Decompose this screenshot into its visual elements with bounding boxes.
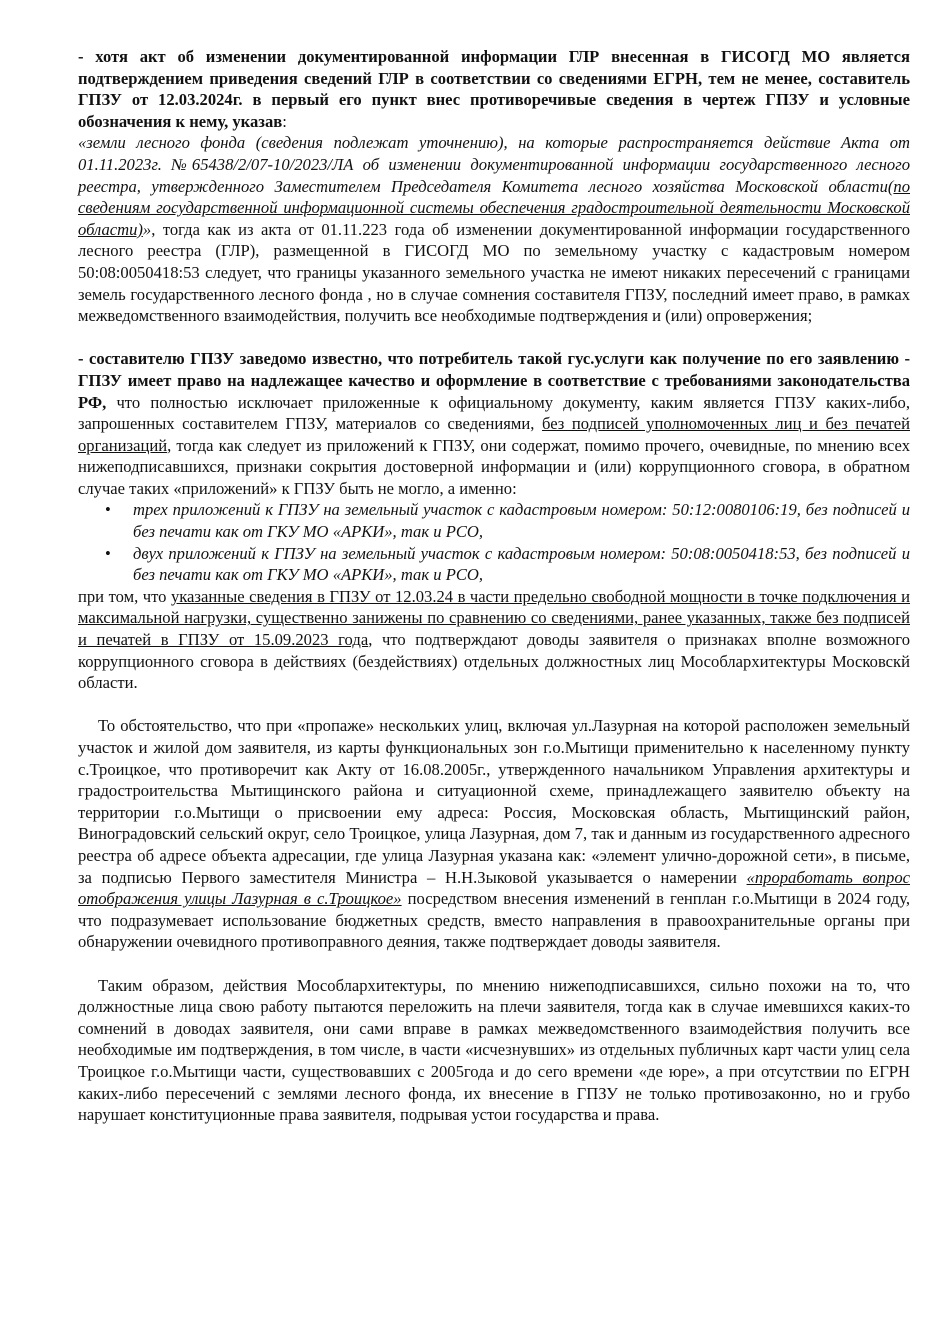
- paragraph-gpzu-quality: [78, 348, 910, 499]
- list-item-text: трех приложений к ГПЗУ на земельный участок с кадастровым номером: 50:12:0080106:19, без подписей и без печати как от ГКУ МО «АРКИ», так и РСО,: [133, 500, 910, 542]
- paragraph-conclusion: [78, 975, 910, 1126]
- paragraph-body-text: , тогда как из акта от 01.11.223 года об изменении документированной информации государственного лесного реестра (ГЛР), размещенной в ГИСОГД МО по земельному участку с кадастровым номером 50:08:0050418:53 следует, что границы указанного земельного участка не имеют никаких пересечений с границами земель государственного лесного фонда , но в случае сомнения составителя ГПЗУ, последний имеет право, в рамках межведомственного взаимодействия, получить все необходимые подтверждения и (или) опровержения;: [78, 219, 910, 326]
- quote-close: »: [142, 219, 152, 239]
- attachments-list: [78, 499, 910, 585]
- quote-italic-underlined: «проработать вопрос отображения улицы Лазурная в с.Троицкое»: [78, 867, 910, 909]
- paragraph-body-text: посредством внесения изменений в генплан г.о.Мытищи в 2024 году, что подразумевает использование бюджетных средств, вместо направления в правоохранительные органы при обнаружении очевидного противоправного деяния, также подтверждает доводы заявителя.: [78, 889, 910, 952]
- paragraph-power-data: [78, 586, 910, 694]
- quote-forest-land: «земли лесного фонда (сведения подлежат уточнению), на которые распространяется действие Акта от 01.11.2023г. №65438/2/07-10/2023/ЛА об изменении документированной информации государственного лесного реестра, утвержденного Заместителем Председателя Комитета лесного хозяйства Московской области(: [78, 133, 910, 196]
- bullet-icon: •: [105, 500, 111, 520]
- paragraph-gap: [78, 953, 910, 975]
- quote-gisogd-underlined: по сведениям государственной информационной системы обеспечения градостроительной деятельности Московской области): [78, 176, 910, 239]
- paragraph-body-text: , что подтверждают доводы заявителя о признаках вполне возможного коррупционного сговора в действиях (бездействиях) отдельных должностных лиц Мособлархитектуры Московскй области.: [78, 630, 910, 693]
- document-page: [78, 46, 910, 1126]
- paragraph-body-text: , тогда как следует из приложений к ГПЗУ, они содержат, помимо прочего, очевидные, по мнению всех нижеподписавшихся, признаки сокрытия достоверной информации и (или) коррупционного сговора, в обратном случае таких «приложений» к ГПЗУ быть не могло, а именно:: [78, 435, 910, 498]
- paragraph-body-text: что полностью исключает приложенные к официальному документу, каким является ГПЗУ каких-либо, запрошенных составителем ГПЗУ, материалов со сведениями,: [78, 392, 910, 434]
- list-item: [105, 499, 910, 542]
- paragraph-gap: [78, 327, 910, 349]
- colon-text: :: [282, 111, 287, 131]
- underlined-phrase: без подписей уполномоченных лиц и без печатей организаций: [78, 414, 910, 455]
- paragraph-body-text: То обстоятельство, что при «пропаже» нескольких улиц, включая ул.Лазурная на которой расположен земельный участок и жилой дом заявителя, из карты функциональных зон г.о.Мытищи применительно к населенному пункту с.Троицкое, что противоречит как Акту от 16.08.2005г., утвержденного начальником Управления архитектуры и градостроительства Мытищинского района и ситуационной схеме, принадлежащего заявителю объекту на территории г.о.Мытищи о присвоении ему адреса: Россия, Московская область, Мытищинский район, Виноградовский сельский округ, село Троицкое, улица Лазурная, дом 7, так и данным из государственного адресного реестра об адресе объекта адресации, где улица Лазурная указана как: «элемент улично-дорожной сети», в письме, за подписью Первого заместителя Министра – Н.Н.Зыковой указывается о намерении: [78, 716, 910, 887]
- paragraph-lead-bold: - хотя акт об изменении документированной информации ГЛР внесенная в ГИСОГД МО является подтверждением приведения сведений ГЛР в соответствии со сведениями ЕГРН, тем не менее, составитель ГПЗУ от 12.03.2024г. в первый его пункт внес противоречивые сведения в чертеж ГПЗУ и условные обозначения к нему, указав: [78, 47, 910, 131]
- underlined-phrase: указанные сведения в ГПЗУ от 12.03.24 в части предельно свободной мощности в точке подключения и максимальной нагрузки, существенно занижены по сравнению со сведениями, ранее указанных, также без подписей и печатей в ГПЗУ от 15.09.2023 года: [78, 586, 911, 650]
- paragraph-forest-land-act: [78, 46, 910, 327]
- list-item: [105, 543, 910, 586]
- paragraph-lazurnaya-street: [78, 715, 910, 953]
- paragraph-gap: [78, 694, 910, 716]
- list-item-text: двух приложений к ГПЗУ на земельный участок с кадастровым номером: 50:08:0050418:53, без подписей и без печати как от ГКУ МО «АРКИ», так и РСО,: [133, 543, 910, 585]
- bullet-icon: •: [105, 543, 111, 563]
- paragraph-lead-bold: - составителю ГПЗУ заведомо известно, что потребитель такой гус.услуги как получение по его заявлению - ГПЗУ имеет право на надлежащее качество и оформление в соответствие с требованиями законодательства РФ,: [78, 349, 910, 412]
- paragraph-body-text: Таким образом, действия Мособлархитектуры, по мнению нижеподписавшихся, сильно похожи на то, что должностные лица свою работу пытаются переложить на плечи заявителя, тогда как в случае имевшихся каких-то сомнений в доводах заявителя, они сами вправе в рамках межведомственного взаимодействия получить все необходимые им подтверждения, в том числе, в части «исчезнувших» из отдельных публичных карт части улиц села Троицкое г.о.Мытищи части, существовавших с 2005года и до сего времени «де юре», а при отсутствии по ЕГРН каких-либо пересечений с землями лесного фонда, их внесение в ГПЗУ не только противозаконно, но и грубо нарушает конституционные права заявителя, подрывая устои государства и права.: [78, 975, 910, 1125]
- paragraph-body-text: при том, что: [78, 586, 171, 606]
